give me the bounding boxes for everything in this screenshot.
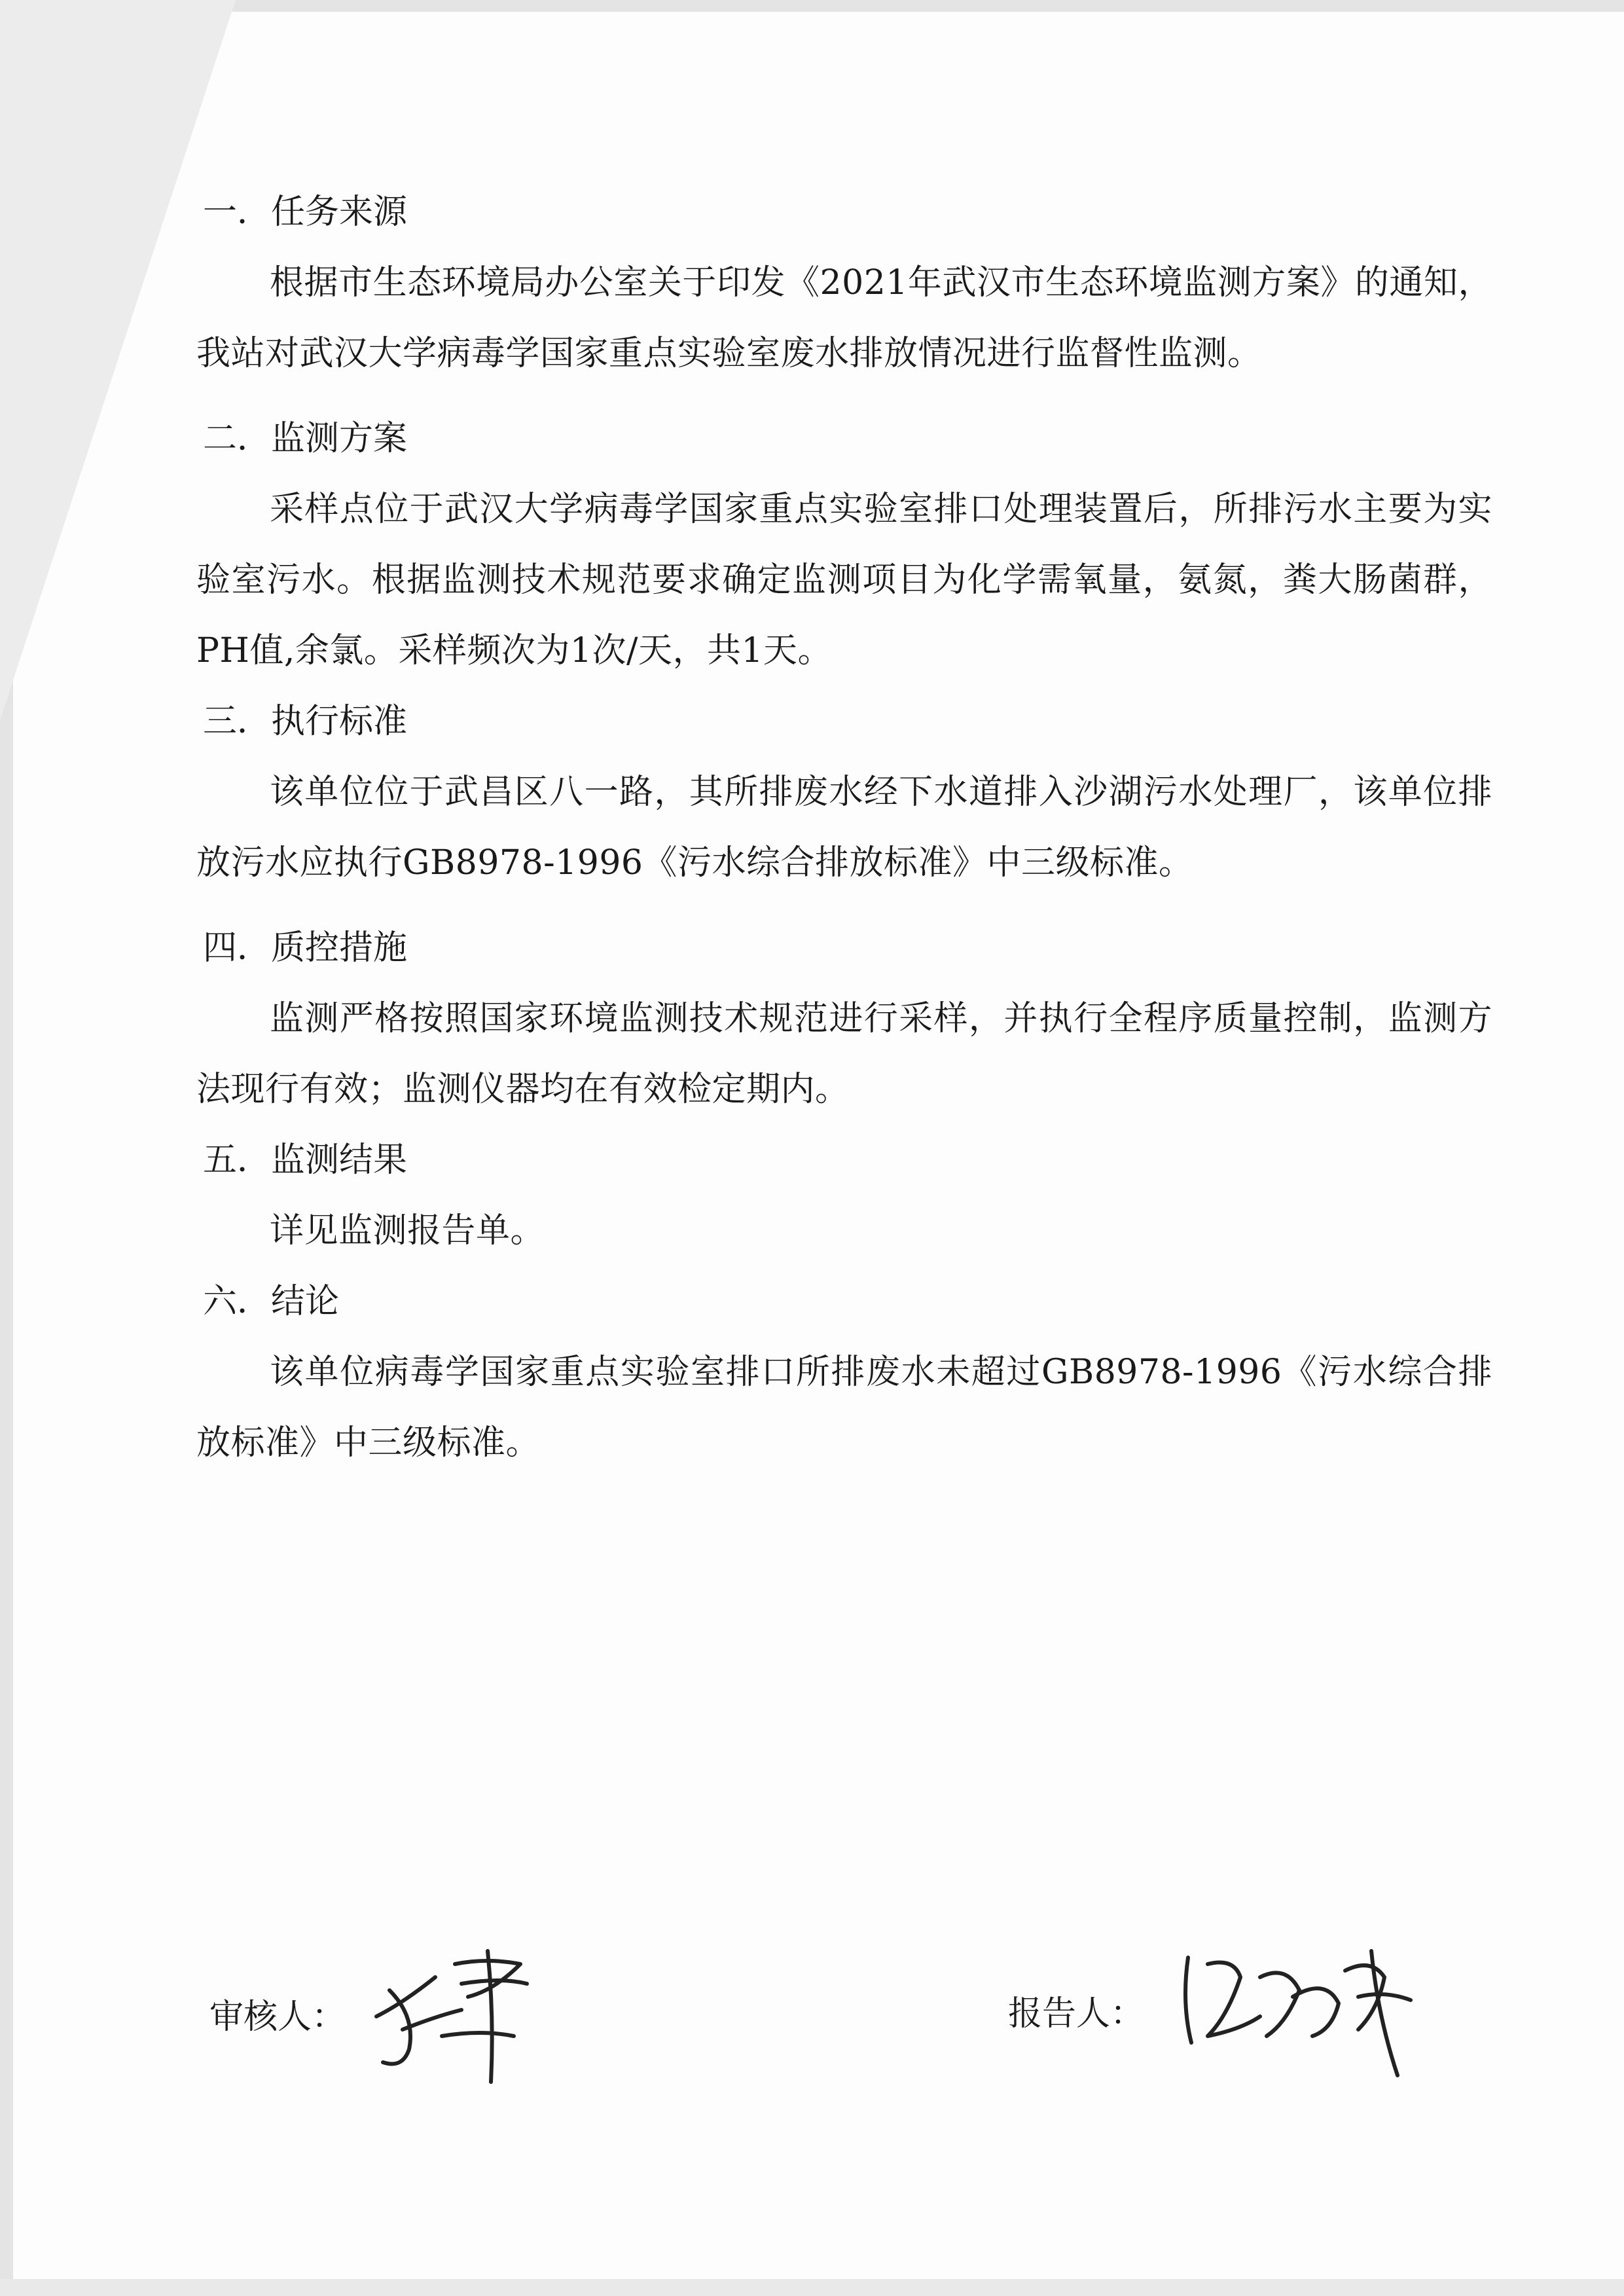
scan-edge-top <box>0 0 1624 12</box>
section-task-source <box>196 177 1492 389</box>
section-monitoring-plan <box>196 403 1492 686</box>
section-quality-control <box>196 913 1492 1125</box>
section-paragraph: 详见监测报告单。 <box>270 1211 545 1250</box>
section-paragraph: 该单位病毒学国家重点实验室排口所排废水未超过GB8978-1996《污水综合排放标准》中三级标准。 <box>196 1353 1492 1463</box>
reviewer-label: 审核人： <box>209 1997 346 2037</box>
section-standard <box>196 686 1492 898</box>
section-heading: 五．监测结果 <box>203 1140 408 1180</box>
reporter-signature-block <box>1008 1938 1424 2082</box>
section-paragraph: 根据市生态环境局办公室关于印发《2021年武汉市生态环境监测方案》的通知，我站对武汉大学病毒学国家重点实验室废水排放情况进行监督性监测。 <box>196 263 1492 373</box>
reporter-label: 报告人： <box>1008 1994 1145 2033</box>
section-results <box>196 1125 1492 1266</box>
section-paragraph: 该单位位于武昌区八一路，其所排废水经下水道排入沙湖污水处理厂，该单位排放污水应执行GB8978-1996《污水综合排放标准》中三级标准。 <box>196 773 1492 883</box>
report-body <box>196 177 1492 1478</box>
section-paragraph: 监测严格按照国家环境监测技术规范进行采样，并执行全程序质量控制，监测方法现行有效；监测仪器均在有效检定期内。 <box>196 999 1492 1109</box>
section-heading: 四．质控措施 <box>203 928 408 968</box>
section-paragraph: 采样点位于武汉大学病毒学国家重点实验室排口处理装置后，所排污水主要为实验室污水。根据监测技术规范要求确定监测项目为化学需氧量，氨氮，粪大肠菌群，PH值,余氯。采样频次为1次/天，共1天。 <box>196 490 1492 670</box>
section-conclusion <box>196 1266 1492 1478</box>
section-heading: 六．结论 <box>203 1282 340 1321</box>
reviewer-signature <box>363 1938 547 2088</box>
reviewer-signature-block <box>209 1938 547 2088</box>
section-heading: 二．监测方案 <box>203 419 408 458</box>
section-heading: 三．执行标准 <box>203 702 408 741</box>
reporter-signature <box>1162 1938 1424 2082</box>
scan-edge-bottom <box>0 2279 1624 2296</box>
section-heading: 一．任务来源 <box>203 192 408 232</box>
